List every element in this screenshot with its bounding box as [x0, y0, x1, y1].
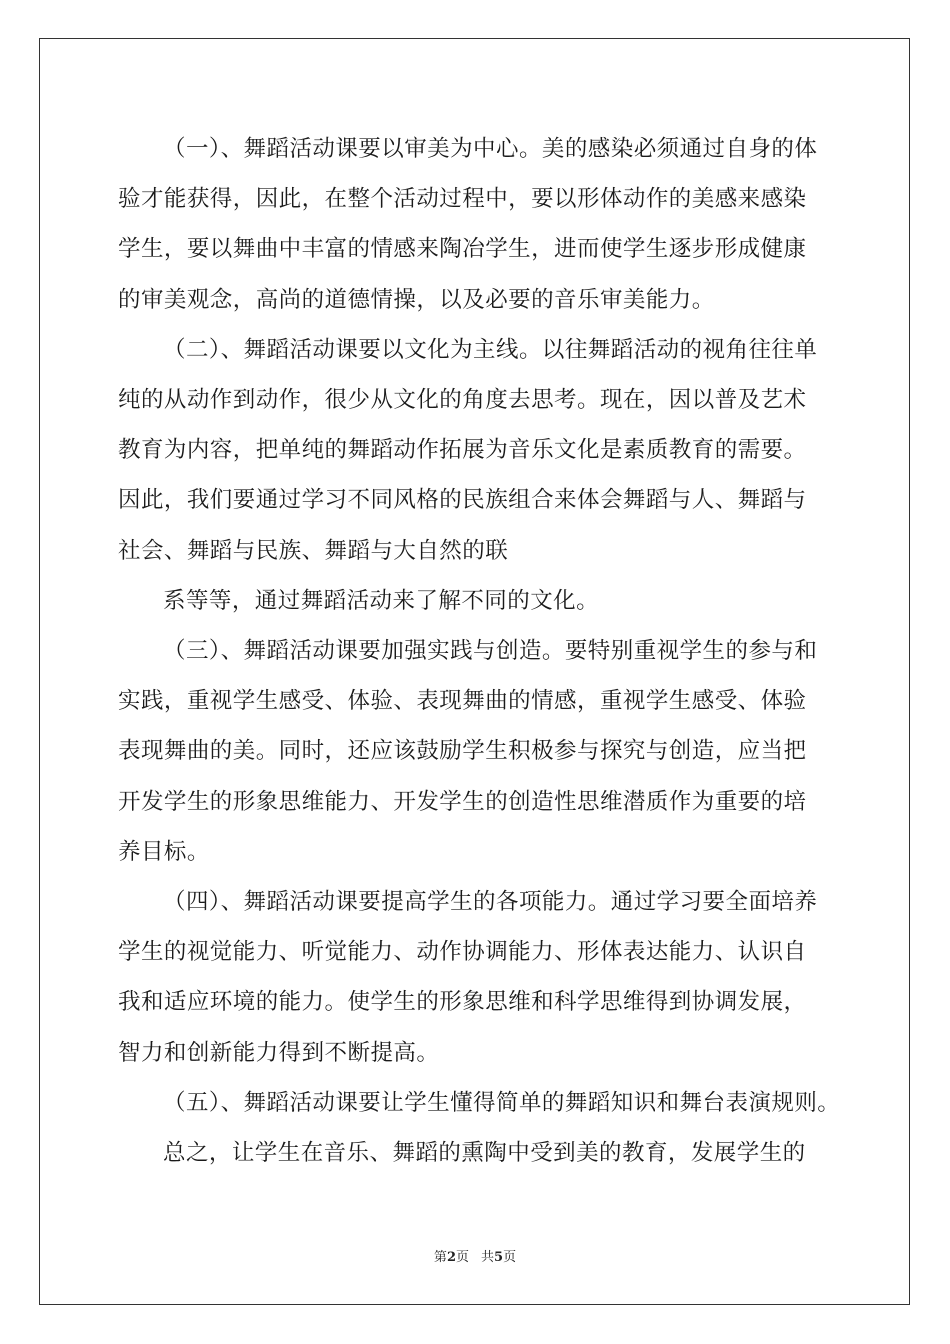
- text-line: 学生，要以舞曲中丰富的情感来陶冶学生，进而使学生逐步形成健康: [118, 236, 807, 263]
- paragraph-2: [118, 325, 838, 576]
- paragraph-5: [118, 877, 838, 1078]
- page-suffix: 页: [455, 1250, 469, 1265]
- text-line: （三）、舞蹈活动课要加强实践与创造。要特别重视学生的参与和: [163, 638, 818, 665]
- document-body: [118, 124, 841, 1178]
- text-line: 总之，让学生在音乐、舞蹈的熏陶中受到美的教育，发展学生的: [163, 1140, 806, 1167]
- text-line: 教育为内容，把单纯的舞蹈动作拓展为音乐文化是素质教育的需要。: [118, 437, 807, 464]
- text-line: 学生的视觉能力、听觉能力、动作协调能力、形体表达能力、认识自: [118, 939, 807, 966]
- text-line: （二）、舞蹈活动课要以文化为主线。以往舞蹈活动的视角往往单: [163, 336, 818, 363]
- text-line: 的审美观念，高尚的道德情操，以及必要的音乐审美能力。: [118, 286, 715, 313]
- text-line: 社会、舞蹈与民族、舞蹈与大自然的联: [118, 537, 509, 564]
- page-footer: [0, 1246, 950, 1265]
- paragraph-4: [118, 626, 838, 877]
- total-suffix: 页: [503, 1250, 517, 1265]
- page-prefix: 第: [433, 1250, 447, 1265]
- paragraph-6: [118, 1078, 841, 1128]
- page-number: 2: [446, 1250, 456, 1265]
- text-line: 养目标。: [118, 838, 210, 865]
- text-line: 我和适应环境的能力。使学生的形象思维和科学思维得到协调发展，: [118, 989, 807, 1016]
- text-line: 实践，重视学生感受、体验、表现舞曲的情感，重视学生感受、体验: [118, 688, 807, 715]
- paragraph-3: [118, 576, 838, 626]
- text-line: （四）、舞蹈活动课要提高学生的各项能力。通过学习要全面培养: [163, 889, 818, 916]
- text-line: 表现舞曲的美。同时，还应该鼓励学生积极参与探究与创造，应当把: [118, 738, 807, 765]
- text-line: 智力和创新能力得到不断提高。: [118, 1039, 440, 1066]
- total-pages: 5: [494, 1250, 504, 1265]
- text-line: 系等等，通过舞蹈活动来了解不同的文化。: [163, 587, 600, 614]
- paragraph-7: [118, 1128, 838, 1178]
- text-line: 因此，我们要通过学习不同风格的民族组合来体会舞蹈与人、舞蹈与: [118, 487, 807, 514]
- paragraph-1: [118, 124, 838, 325]
- text-line: （五）、舞蹈活动课要让学生懂得简单的舞蹈知识和舞台表演规则。: [163, 1089, 841, 1116]
- text-line: 纯的从动作到动作，很少从文化的角度去思考。现在，因以普及艺术: [118, 387, 807, 414]
- text-line: 验才能获得，因此，在整个活动过程中，要以形体动作的美感来感染: [118, 186, 807, 213]
- text-line: （一）、舞蹈活动课要以审美为中心。美的感染必须通过自身的体: [163, 136, 818, 162]
- text-line: 开发学生的形象思维能力、开发学生的创造性思维潜质作为重要的培: [118, 788, 807, 815]
- total-prefix: 共: [481, 1250, 495, 1265]
